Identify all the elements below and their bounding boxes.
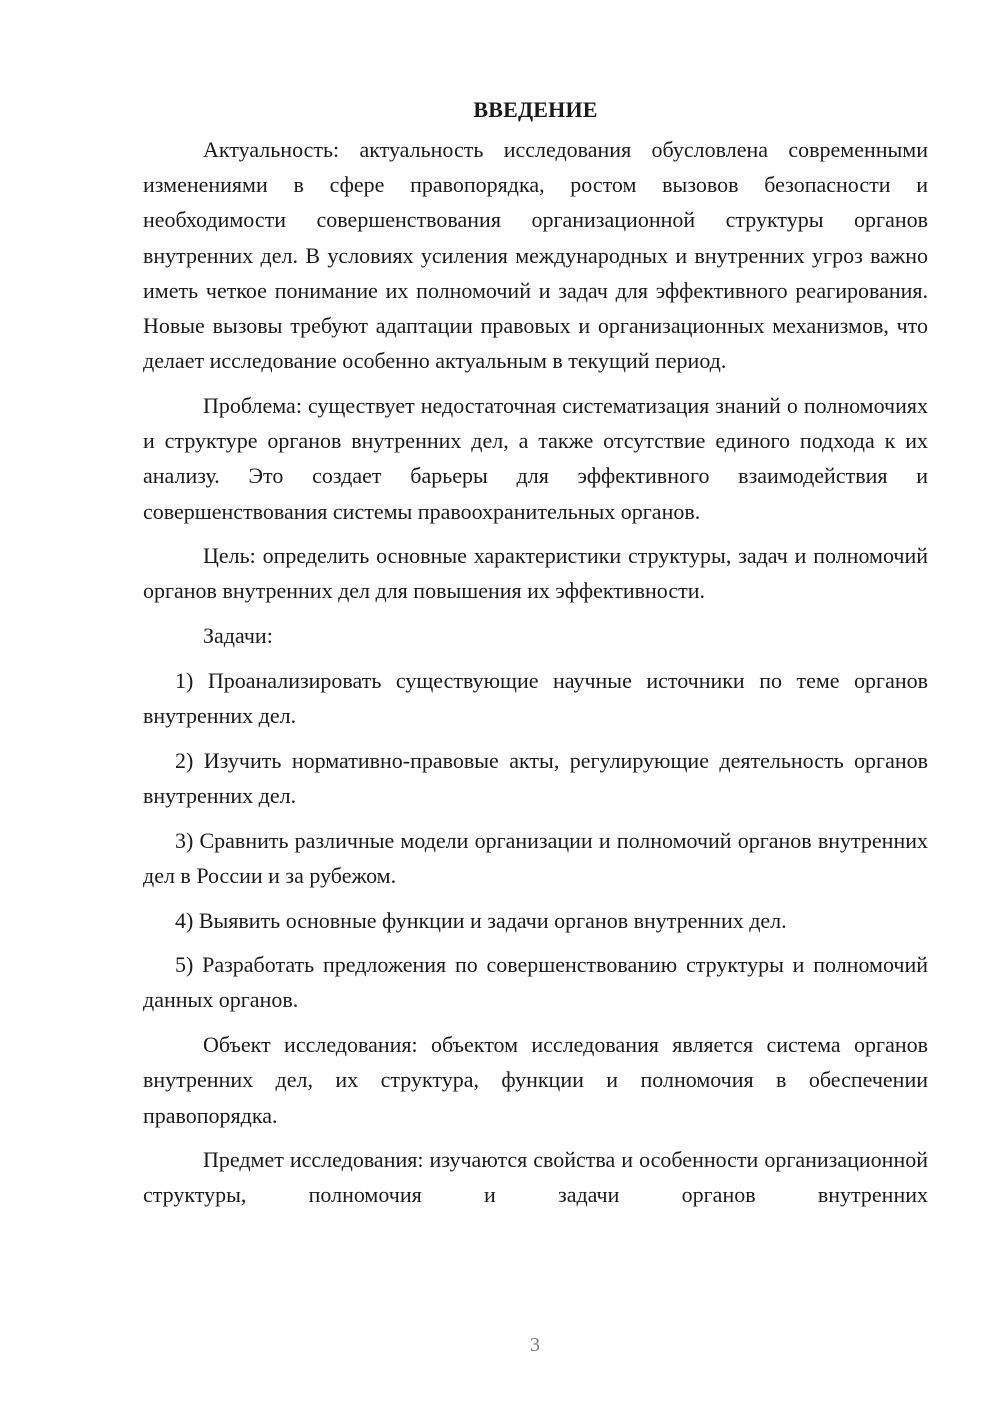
paragraph-goal: Цель: определить основные характеристики структуры, задач и полномочий органов внутренних дел для повышения их эффективности. (143, 543, 928, 604)
paragraph-problem: Проблема: существует недостаточная систематизация знаний о полномочиях и структуре органов внутренних дел, а также отсутствие единого подхода к их анализу. Это создает барьеры для эффективного взаимодействия и совершенствования системы правоохранительных органов. (143, 392, 928, 524)
tasks-heading: Задачи: (203, 623, 273, 649)
paragraph-object: Объект исследования: объектом исследования является система органов внутренних дел, их структура, функции и полномочия в обеспечении правопорядка. (143, 1032, 928, 1128)
task-item-3: 3) Сравнить различные модели организации и полномочий органов внутренних дел в России и за рубежом. (143, 827, 928, 888)
task-item-1: 1) Проанализировать существующие научные источники по теме органов внутренних дел. (143, 667, 928, 729)
task-item-2: 2) Изучить нормативно-правовые акты, регулирующие деятельность органов внутренних дел. (143, 747, 928, 808)
task-item-4: 4) Выявить основные функции и задачи органов внутренних дел. (175, 907, 787, 933)
page-number: 3 (530, 1334, 540, 1356)
paragraph-subject: Предмет исследования: изучаются свойства и особенности организационной структуры, полномочия и задачи органов внутренних (143, 1147, 928, 1208)
page-content (143, 95, 928, 1222)
paragraph-actuality: Актуальность: актуальность исследования обусловлена современными изменениями в сфере правопорядка, ростом вызовов безопасности и необходимости совершенствования организационной структуры органов внутренних дел. В условиях усиления международных и внутренних угроз важно иметь четкое понимание их полномочий и задач для эффективного реагирования. Новые вызовы требуют адаптации правовых и организационных механизмов, что делает исследование особенно актуальным в текущий период. (143, 137, 928, 374)
task-item-5: 5) Разработать предложения по совершенствованию структуры и полномочий данных органов. (143, 952, 928, 1013)
page-title: ВВЕДЕНИЕ (473, 97, 598, 122)
